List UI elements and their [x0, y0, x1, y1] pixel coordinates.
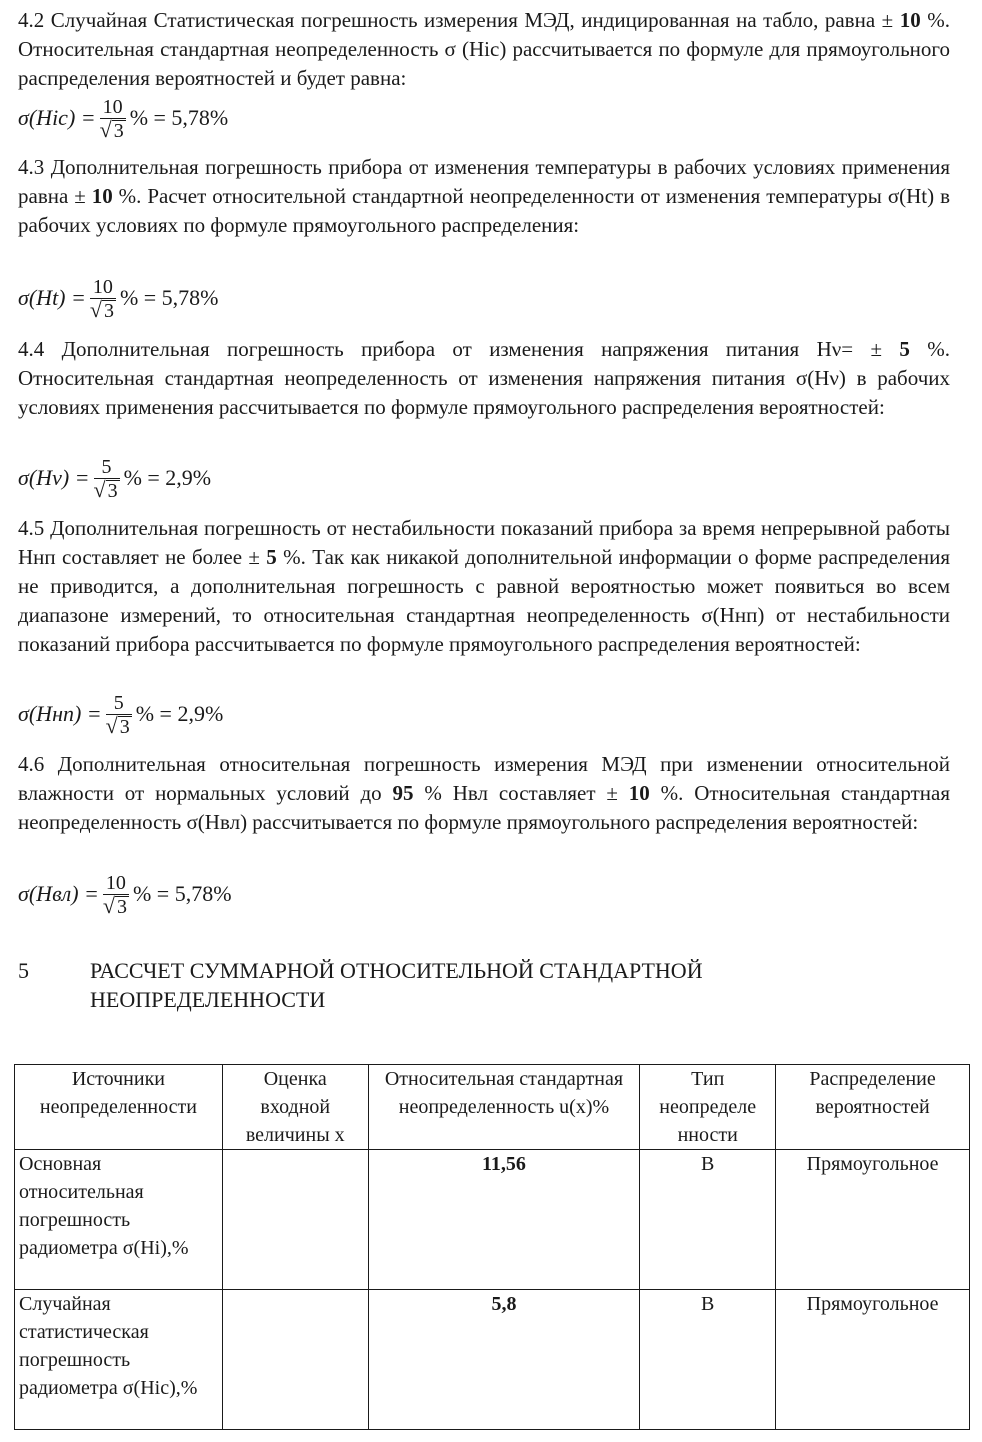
table-row [15, 1150, 970, 1290]
section-number: 5 [18, 958, 29, 983]
radicand: 3 [103, 299, 114, 322]
text-span: 4.5 Дополнительная погрешность от нестабильности показаний прибора за время непрерывной работы Hнп составляет не более ± [18, 516, 950, 569]
denominator [93, 476, 120, 502]
text-span: %. Так как никакой дополнительной информации о форме распределения не приводится, а дополнительная погрешность с равной вероятностью может появиться во всем диапазоне измерений, то относительная стандартная неопределенность σ(Hнп) от нестабильности показаний прибора рассчитывается по формуле прямоугольного распределения вероятностей: [18, 545, 950, 656]
cell-input-estimate [222, 1290, 368, 1430]
text-span: %. Относительная стандартная неопределенность σ(Hвл) рассчитывается по формуле прямоугольного распределения вероятностей: [18, 781, 950, 834]
formula-rhs: % = 5,78% [132, 881, 232, 906]
paragraph-4-6 [18, 750, 950, 837]
sqrt-icon: √ [102, 892, 115, 918]
paragraph-4-5 [18, 514, 950, 659]
paragraph-4-4 [18, 335, 950, 422]
text-span: %. Относительная стандартная неопределенность σ (Hic) рассчитывается по формуле для прямоугольного распределения вероятностей и будет равна: [18, 8, 951, 90]
cell-uncertainty-value: 11,56 [368, 1150, 640, 1290]
denominator [105, 712, 132, 738]
text-span: 4.4 Дополнительная погрешность прибора от изменения напряжения питания Hν= ± [18, 337, 900, 361]
formula-lhs: σ(Hнп) = [18, 701, 102, 726]
cell-input-estimate [222, 1150, 368, 1290]
text-span: 4.2 Случайная Статистическая погрешность измерения МЭД, индицированная на табло, равна ± [18, 8, 900, 32]
bold-value: 5 [899, 337, 910, 361]
fraction [103, 872, 129, 917]
denominator [99, 116, 126, 142]
paragraph-4-2 [18, 6, 950, 93]
formula-4-3 [18, 270, 219, 326]
formula-lhs: σ(Hic) = [18, 105, 96, 130]
bold-value: 5 [266, 545, 277, 569]
radicand: 3 [107, 479, 118, 502]
paragraph-4-3 [18, 153, 950, 240]
table-row [15, 1290, 970, 1430]
bold-value: 10 [91, 184, 113, 208]
sqrt-icon: √ [93, 476, 106, 502]
header-distribution: Распределение вероятностей [776, 1065, 970, 1150]
bold-value: 10 [628, 781, 650, 805]
denominator [102, 892, 129, 918]
numerator: 10 [105, 871, 126, 894]
text-span: %. Относительная стандартная неопределенность от изменения напряжения питания σ(Hν) в рабочих условиях применения рассчитывается по формуле прямоугольного распределения вероятностей: [18, 337, 950, 419]
text-span: 4.3 Дополнительная погрешность прибора от изменения температуры в рабочих условиях применения равна ± [18, 155, 950, 208]
formula-rhs: % = 5,78% [129, 105, 229, 130]
cell-distribution: Прямоугольное [776, 1290, 970, 1430]
header-uncertainty-type: Тип неопределе нности [640, 1065, 776, 1150]
cell-type: B [640, 1290, 776, 1430]
radicand: 3 [119, 715, 130, 738]
radicand: 3 [116, 895, 127, 918]
formula-4-4 [18, 450, 211, 506]
cell-source: Основная относительная погрешность радиометра σ(Hi),% [15, 1150, 223, 1290]
numerator: 10 [92, 275, 113, 298]
denominator [89, 296, 116, 322]
formula-lhs: σ(Hвл) = [18, 881, 99, 906]
cell-type: B [640, 1150, 776, 1290]
formula-rhs: % = 2,9% [123, 465, 212, 490]
cell-distribution: Прямоугольное [776, 1150, 970, 1290]
cell-source: Случайная статистическая погрешность радиометра σ(Hic),% [15, 1290, 223, 1430]
formula-4-6 [18, 866, 232, 922]
uncertainty-table [14, 1064, 970, 1430]
formula-rhs: % = 2,9% [135, 701, 224, 726]
bold-value: 10 [899, 8, 921, 32]
text-span: % Hвл составляет ± [413, 781, 629, 805]
numerator: 10 [102, 95, 123, 118]
header-sources: Источники неопределенности [15, 1065, 223, 1150]
sqrt-icon: √ [99, 116, 112, 142]
text-span: %. Расчет относительной стандартной неопределенности от изменения температуры σ(Ht) в рабочих условиях по формуле прямоугольного распределения: [18, 184, 950, 237]
text-span: 4.6 Дополнительная относительная погрешность измерения МЭД при изменении относительной влажности от нормальных условий до [18, 752, 950, 805]
header-relative-uncertainty: Относительная стандартная неопределенность u(x)% [368, 1065, 640, 1150]
formula-lhs: σ(Hν) = [18, 465, 90, 490]
formula-rhs: % = 5,78% [119, 285, 219, 310]
header-input-estimate: Оценка входной величины x [222, 1065, 368, 1150]
cell-uncertainty-value: 5,8 [368, 1290, 640, 1430]
fraction [90, 276, 116, 321]
table-header-row [15, 1065, 970, 1150]
radicand: 3 [113, 119, 124, 142]
numerator: 5 [113, 691, 124, 714]
fraction [100, 96, 126, 141]
formula-lhs: σ(Ht) = [18, 285, 86, 310]
formula-4-2 [18, 90, 228, 146]
fraction [94, 456, 120, 501]
fraction [106, 692, 132, 737]
bold-value: 95 [392, 781, 414, 805]
sqrt-icon: √ [105, 712, 118, 738]
section-title: РАССЧЕТ СУММАРНОЙ ОТНОСИТЕЛЬНОЙ СТАНДАРТНОЙ НЕОПРЕДЕЛЕННОСТИ [90, 958, 703, 1012]
formula-4-5 [18, 686, 223, 742]
sqrt-icon: √ [89, 296, 102, 322]
numerator: 5 [101, 455, 112, 478]
